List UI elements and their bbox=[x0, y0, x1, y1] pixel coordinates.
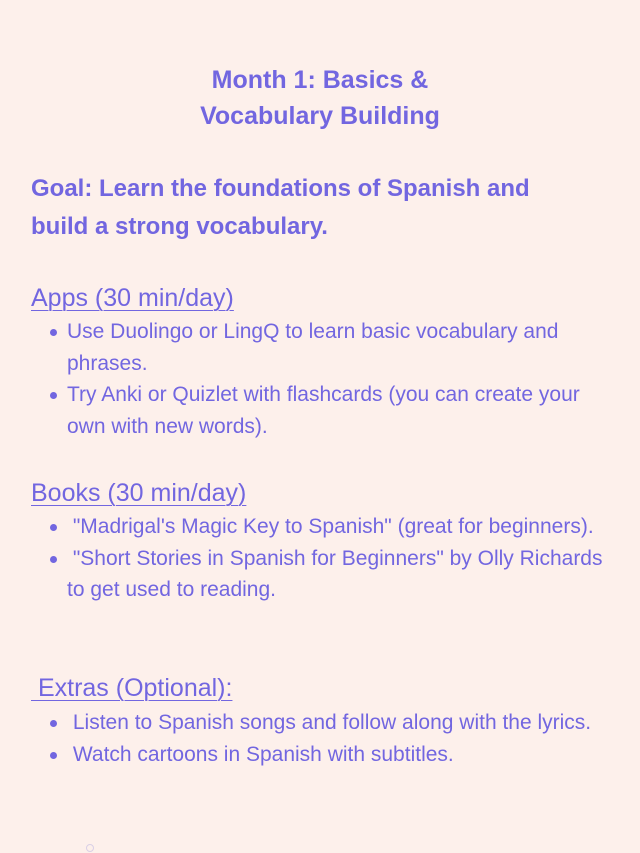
goal-line-2: build a strong vocabulary. bbox=[31, 213, 328, 240]
list-item bbox=[48, 707, 618, 739]
list-item-text: Watch cartoons in Spanish with subtitles. bbox=[67, 742, 454, 766]
list-item bbox=[48, 511, 618, 543]
decorative-circle bbox=[86, 844, 94, 852]
title-line-2: Vocabulary Building bbox=[200, 102, 440, 130]
extras-list bbox=[48, 707, 618, 770]
section-heading-books: Books (30 min/day) bbox=[31, 479, 247, 507]
list-item bbox=[48, 739, 618, 771]
list-item-text: "Madrigal's Magic Key to Spanish" (great for beginners). bbox=[67, 515, 594, 538]
section-heading-apps: Apps (30 min/day) bbox=[31, 284, 234, 312]
title-line-1: Month 1: Basics & bbox=[211, 66, 429, 94]
list-item bbox=[48, 379, 618, 442]
section-heading-extras: Extras (Optional): bbox=[31, 674, 233, 702]
list-item-text: Use Duolingo or LingQ to learn basic vocabulary and phrases. bbox=[67, 320, 565, 375]
goal-statement bbox=[31, 170, 621, 246]
list-item bbox=[48, 543, 618, 606]
goal-line-1: Goal: Learn the foundations of Spanish and bbox=[31, 175, 530, 202]
list-item-text: Listen to Spanish songs and follow along with the lyrics. bbox=[67, 711, 592, 734]
books-list bbox=[48, 511, 618, 606]
list-item-text: Try Anki or Quizlet with flashcards (you can create your own with new words). bbox=[67, 383, 586, 438]
apps-list bbox=[48, 316, 618, 442]
page-title bbox=[0, 62, 640, 134]
list-item bbox=[48, 316, 618, 379]
list-item-text: "Short Stories in Spanish for Beginners" by Olly Richards to get used to reading. bbox=[67, 546, 609, 601]
